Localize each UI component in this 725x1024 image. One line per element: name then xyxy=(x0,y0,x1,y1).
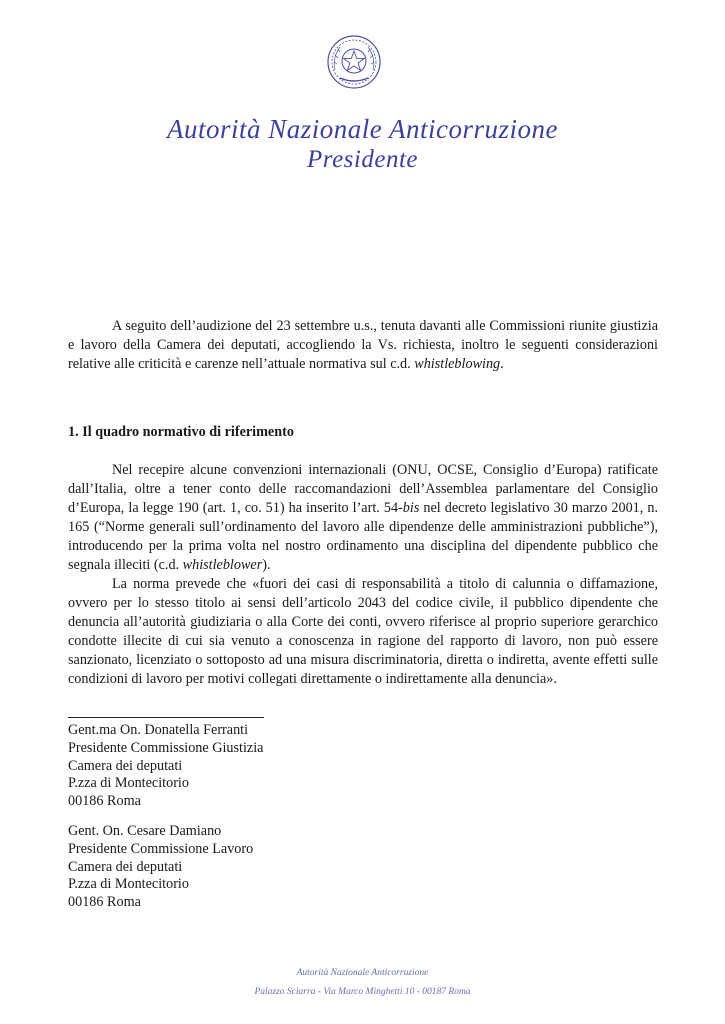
section-p1-text-b: nel decreto legislativo 30 marzo 2001, n. 165 (“Norme generali sull’ordinamento del lavoro alle dipendenze delle amministrazioni pubbliche”), introducendo per la prima volta nel nostro ordinamento una disciplina del dipendente pubblico che segnala illeciti (c.d. xyxy=(68,500,658,573)
authority-title: Autorità Nazionale Anticorruzione xyxy=(166,114,558,144)
address-line: P.zza di Montecitorio xyxy=(68,775,189,792)
section-p1-term-bis: bis xyxy=(402,500,420,516)
section-paragraph-1 xyxy=(68,461,658,575)
address-line: Camera dei deputati xyxy=(68,757,183,774)
intro-term: whistleblowing xyxy=(414,356,501,372)
address-line: Presidente Commissione Lavoro xyxy=(68,840,254,857)
address-line: 00186 Roma xyxy=(68,894,141,911)
recipient-address-1 xyxy=(68,722,263,811)
address-line: P.zza di Montecitorio xyxy=(68,876,189,893)
section-p1-term-whistleblower: whistleblower xyxy=(182,557,263,573)
footer-address: Palazzo Sciarra - Via Marco Minghetti 10 - 00187 Roma xyxy=(254,987,471,997)
address-divider xyxy=(68,717,264,718)
address-line: Gent.ma On. Donatella Ferranti xyxy=(68,722,249,738)
intro-paragraph xyxy=(68,317,658,374)
address-line: 00186 Roma xyxy=(68,793,141,810)
address-line: Presidente Commissione Giustizia xyxy=(68,739,264,756)
authority-subtitle: Presidente xyxy=(307,146,418,173)
section-body xyxy=(68,461,658,689)
address-line: Camera dei deputati xyxy=(68,858,183,875)
recipient-address-2 xyxy=(68,823,253,912)
section-title: 1. Il quadro normativo di riferimento xyxy=(68,424,294,440)
italian-republic-emblem-icon xyxy=(326,34,382,90)
section-p1-text-c: ). xyxy=(262,557,271,573)
intro-text: A seguito dell’audizione del 23 settembre u.s., tenuta davanti alle Commissioni riunite giustizia e lavoro della Camera dei deputati, accogliendo la Vs. richiesta, inoltro le seguenti considerazioni relative alle criticità e carenze nell’attuale normativa sul c.d. xyxy=(68,318,658,372)
address-line: Gent. On. Cesare Damiano xyxy=(68,823,222,839)
section-p1-text-a: Nel recepire alcune convenzioni internazionali (ONU, OCSE, Consiglio d’Europa) ratificate dall’Italia, oltre a tener conto delle raccomandazioni dell’Assemblea parlamentare del Consiglio d’Europa, la legge 190 (art. 1, co. 51) ha inserito l’art. 54- xyxy=(68,462,658,516)
intro-end: . xyxy=(500,356,504,372)
section-paragraph-2: La norma prevede che «fuori dei casi di responsabilità a titolo di calunnia o diffamazione, ovvero per lo stesso titolo ai sensi dell’articolo 2043 del codice civile, il pubblico dipendente che denuncia all’autorità giudiziaria o alla Corte dei conti, ovvero riferisce al proprio superiore gerarchico condotte illecite di cui sia venuto a conoscenza in ragione del rapporto di lavoro, non può essere sanzionato, licenziato o sottoposto ad una misura discriminatoria, diretta o indiretta, avente effetti sulle condizioni di lavoro per motivi collegati direttamente o indirettamente alla denuncia». xyxy=(68,576,658,687)
footer-authority: Autorità Nazionale Anticorruzione xyxy=(296,968,429,978)
